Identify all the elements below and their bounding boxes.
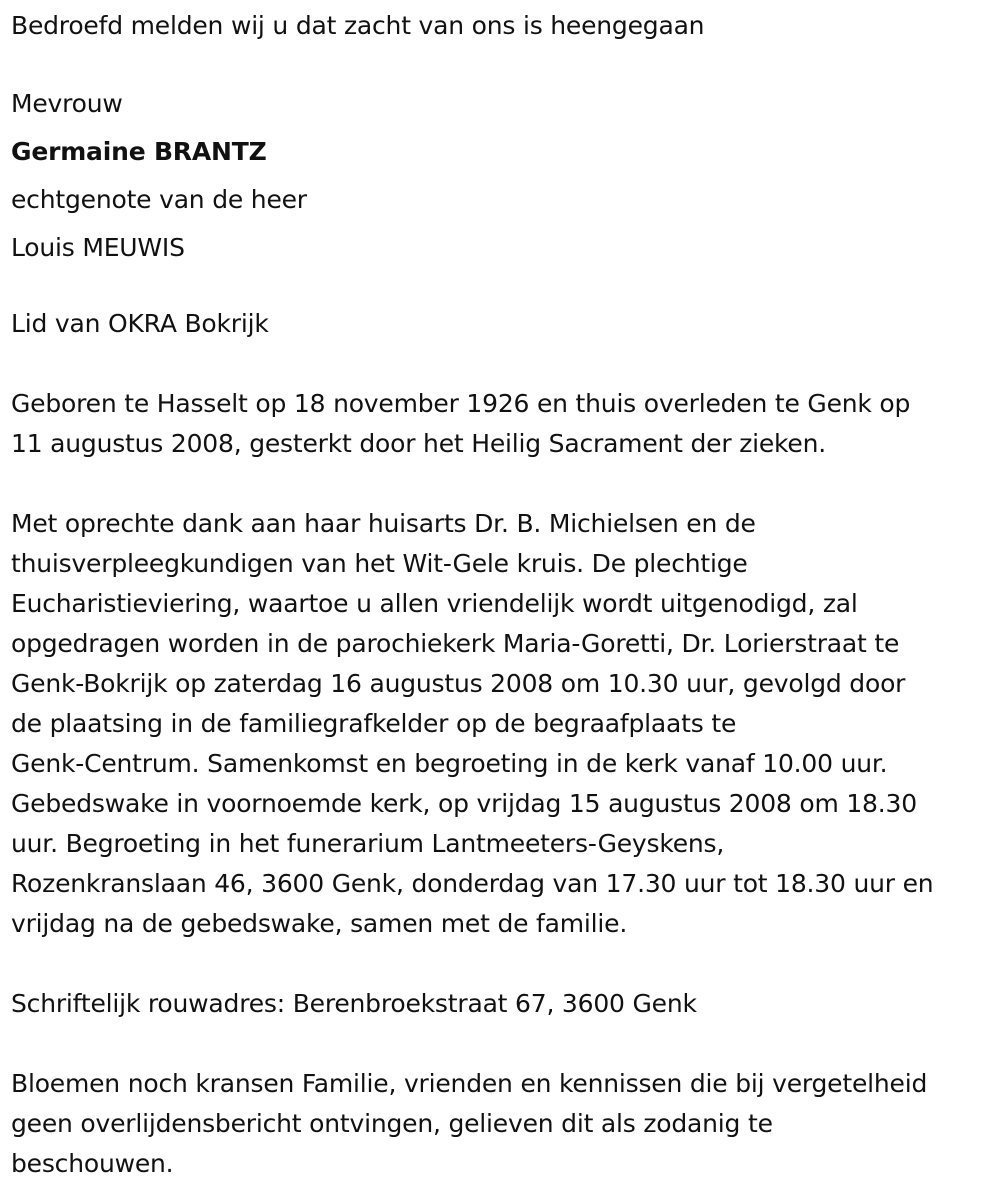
spacer	[11, 46, 996, 80]
paragraph-line: uur. Begroeting in het funerarium Lantmeeters-Geyskens,	[11, 829, 725, 858]
deceased-name: Germaine BRANTZ	[11, 137, 267, 166]
spacer	[11, 944, 996, 984]
relation-text: echtgenote van de heer	[11, 185, 307, 214]
spacer	[11, 344, 996, 384]
paragraph-line: 11 augustus 2008, gesterkt door het Heilig Sacrament der zieken.	[11, 429, 826, 458]
spacer	[11, 272, 996, 304]
deceased-block	[11, 80, 996, 272]
paragraph-line: thuisverpleegkundigen van het Wit-Gele kruis. De plechtige	[11, 549, 748, 578]
closing-paragraph	[11, 1064, 996, 1184]
paragraph-line: geen overlijdensbericht ontvingen, gelieven dit als zodanig te	[11, 1109, 773, 1138]
obituary-notice	[11, 6, 996, 1184]
spacer	[11, 1024, 996, 1064]
paragraph-line: vrijdag na de gebedswake, samen met de familie.	[11, 909, 628, 938]
paragraph-line: Rozenkranslaan 46, 3600 Genk, donderdag van 17.30 uur tot 18.30 uur en	[11, 869, 934, 898]
intro-text: Bedroefd melden wij u dat zacht van ons is heengegaan	[11, 11, 705, 40]
paragraph-line: opgedragen worden in de parochiekerk Maria-Goretti, Dr. Lorierstraat te	[11, 629, 900, 658]
paragraph-line: beschouwen.	[11, 1149, 174, 1178]
membership-text: Lid van OKRA Bokrijk	[11, 309, 269, 338]
paragraph-line: de plaatsing in de familiegrafkelder op de begraafplaats te	[11, 709, 737, 738]
spouse-name: Louis MEUWIS	[11, 233, 185, 262]
paragraph-line: Eucharistieviering, waartoe u allen vriendelijk wordt uitgenodigd, zal	[11, 589, 858, 618]
paragraph-line: Geboren te Hasselt op 18 november 1926 en thuis overleden te Genk op	[11, 389, 911, 418]
spacer	[11, 464, 996, 504]
paragraph-line: Met oprechte dank aan haar huisarts Dr. B. Michielsen en de	[11, 509, 756, 538]
paragraph-line: Genk-Centrum. Samenkomst en begroeting in de kerk vanaf 10.00 uur.	[11, 749, 888, 778]
birth-death-paragraph	[11, 384, 996, 464]
honorific: Mevrouw	[11, 89, 123, 118]
mourning-address: Schriftelijk rouwadres: Berenbroekstraat 67, 3600 Genk	[11, 989, 697, 1018]
ceremony-paragraph	[11, 504, 996, 944]
paragraph-line: Genk-Bokrijk op zaterdag 16 augustus 2008 om 10.30 uur, gevolgd door	[11, 669, 906, 698]
paragraph-line: Bloemen noch kransen Familie, vrienden en kennissen die bij vergetelheid	[11, 1069, 928, 1098]
paragraph-line: Gebedswake in voornoemde kerk, op vrijdag 15 augustus 2008 om 18.30	[11, 789, 917, 818]
